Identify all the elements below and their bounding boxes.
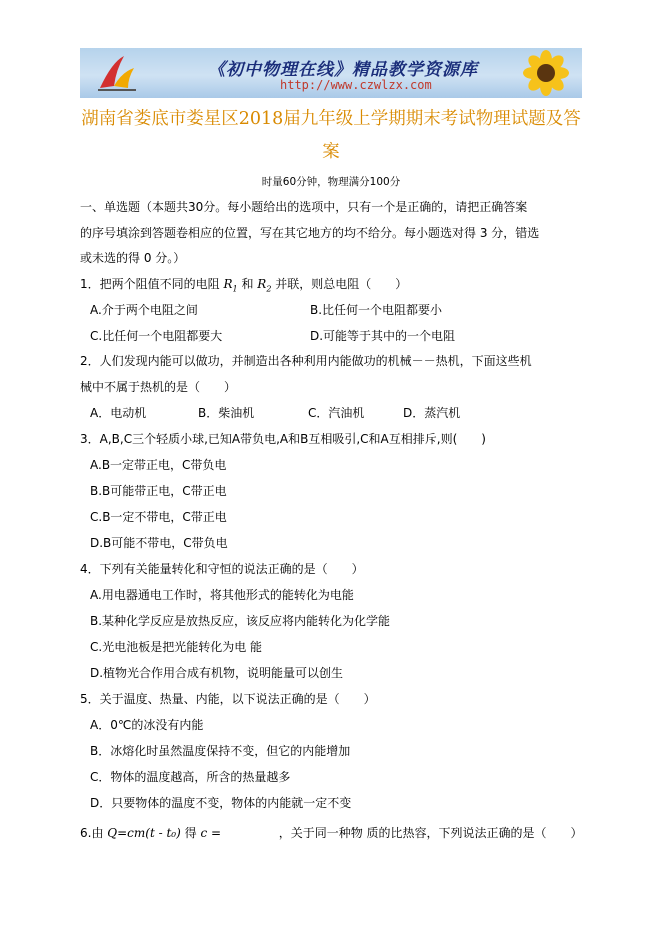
section-instructions-line3: 或未选的得 0 分。） [80,251,186,265]
question-3-option-d: D.B可能不带电，C带负电 [90,536,228,550]
question-4-stem: 4．下列有关能量转化和守恒的说法正确的是（ ） [80,562,364,576]
question-6-stem [80,825,583,841]
equals-sign: = [211,826,222,840]
document-title-continued: 案 [322,142,340,162]
exam-time-score: 时量60分钟，物理满分100分 [261,176,401,188]
section-instructions-line1: 一、单选题（本题共30分。每小题给出的选项中，只有一个是正确的，请把正确答案 [80,200,528,214]
sunflower-image [516,50,576,96]
question-3-option-b: B.B可能带正电，C带正电 [90,484,227,498]
resistor-r2-symbol: $R_2$ [257,277,272,294]
question-4-option-c: C.光电池板是把光能转化为电 能 [90,640,263,654]
document-title: 湖南省娄底市娄星区2018届九年级上学期期末考试物理试题及答 [81,109,581,129]
question-5-option-b: B．冰熔化时虽然温度保持不变，但它的内能增加 [90,744,351,758]
question-5-stem: 5．关于温度、热量、内能，以下说法正确的是（ ） [80,692,376,706]
question-4-option-b: B.某种化学反应是放热反应，该反应将内能转化为化学能 [90,614,391,628]
question-1-stem-end: 并联，则总电阻（ ） [275,277,408,291]
question-5-option-c: C．物体的温度越高，所含的热量越多 [90,770,291,784]
question-6-derive-word: 得 [184,826,197,840]
question-5-option-a: A．0℃的冰没有内能 [90,718,204,732]
question-2-stem-line1: 2．人们发现内能可以做功，并制造出各种利用内能做功的机械－－热机，下面这些机 [80,354,532,368]
question-1-option-a: A.介于两个电阻之间 [90,303,198,317]
banner-title: 《初中物理在线》精品教学资源库 [208,60,478,80]
question-2-stem-line2: 械中不属于热机的是（ ） [80,380,237,394]
header-banner [80,48,582,98]
question-2-option-a: A．电动机 [90,406,147,420]
question-4-option-a: A.用电器通电工作时，将其他形式的能转化为电能 [90,588,354,602]
question-4-option-d: D.植物光合作用合成有机物，说明能量可以创生 [90,666,344,680]
question-6-stem-end: ，关于同一种物 质的比热容，下列说法正确的是（ ） [278,826,583,840]
resistor-r1-symbol: $R_1$ [223,277,238,294]
question-3-stem: 3．A,B,C三个轻质小球,已知A带负电,A和B互相吸引,C和A互相排斥,则( ) [80,432,486,446]
and-word: 和 [241,277,254,291]
question-2-option-b: B．柴油机 [198,406,255,420]
question-2-option-c: C．汽油机 [308,406,365,420]
question-2-option-d: D．蒸汽机 [403,406,461,420]
heat-formula: Q=cm(t - t₀) [107,826,181,840]
question-3-option-a: A.B一定带正电，C带负电 [90,458,227,472]
question-1-option-b: B.比任何一个电阻都要小 [310,303,443,317]
site-logo [94,52,140,94]
section-instructions-line2: 的序号填涂到答题卷相应的位置，写在其它地方的均不给分。每小题选对得 3 分，错选 [80,226,540,240]
question-1-option-d: D.可能等于其中的一个电阻 [310,329,456,343]
question-5-option-d: D．只要物体的温度不变，物体的内能就一定不变 [90,796,352,810]
question-1-stem-text: 1．把两个阻值不同的电阻 [80,277,220,291]
question-1-stem [80,276,407,297]
banner-url: http://www.czwlzx.com [280,78,432,92]
question-1-option-c: C.比任何一个电阻都要大 [90,329,223,343]
question-6-stem-start: 6.由 [80,826,104,840]
specific-heat-symbol: c [200,826,208,840]
question-3-option-c: C.B一定不带电，C带正电 [90,510,227,524]
